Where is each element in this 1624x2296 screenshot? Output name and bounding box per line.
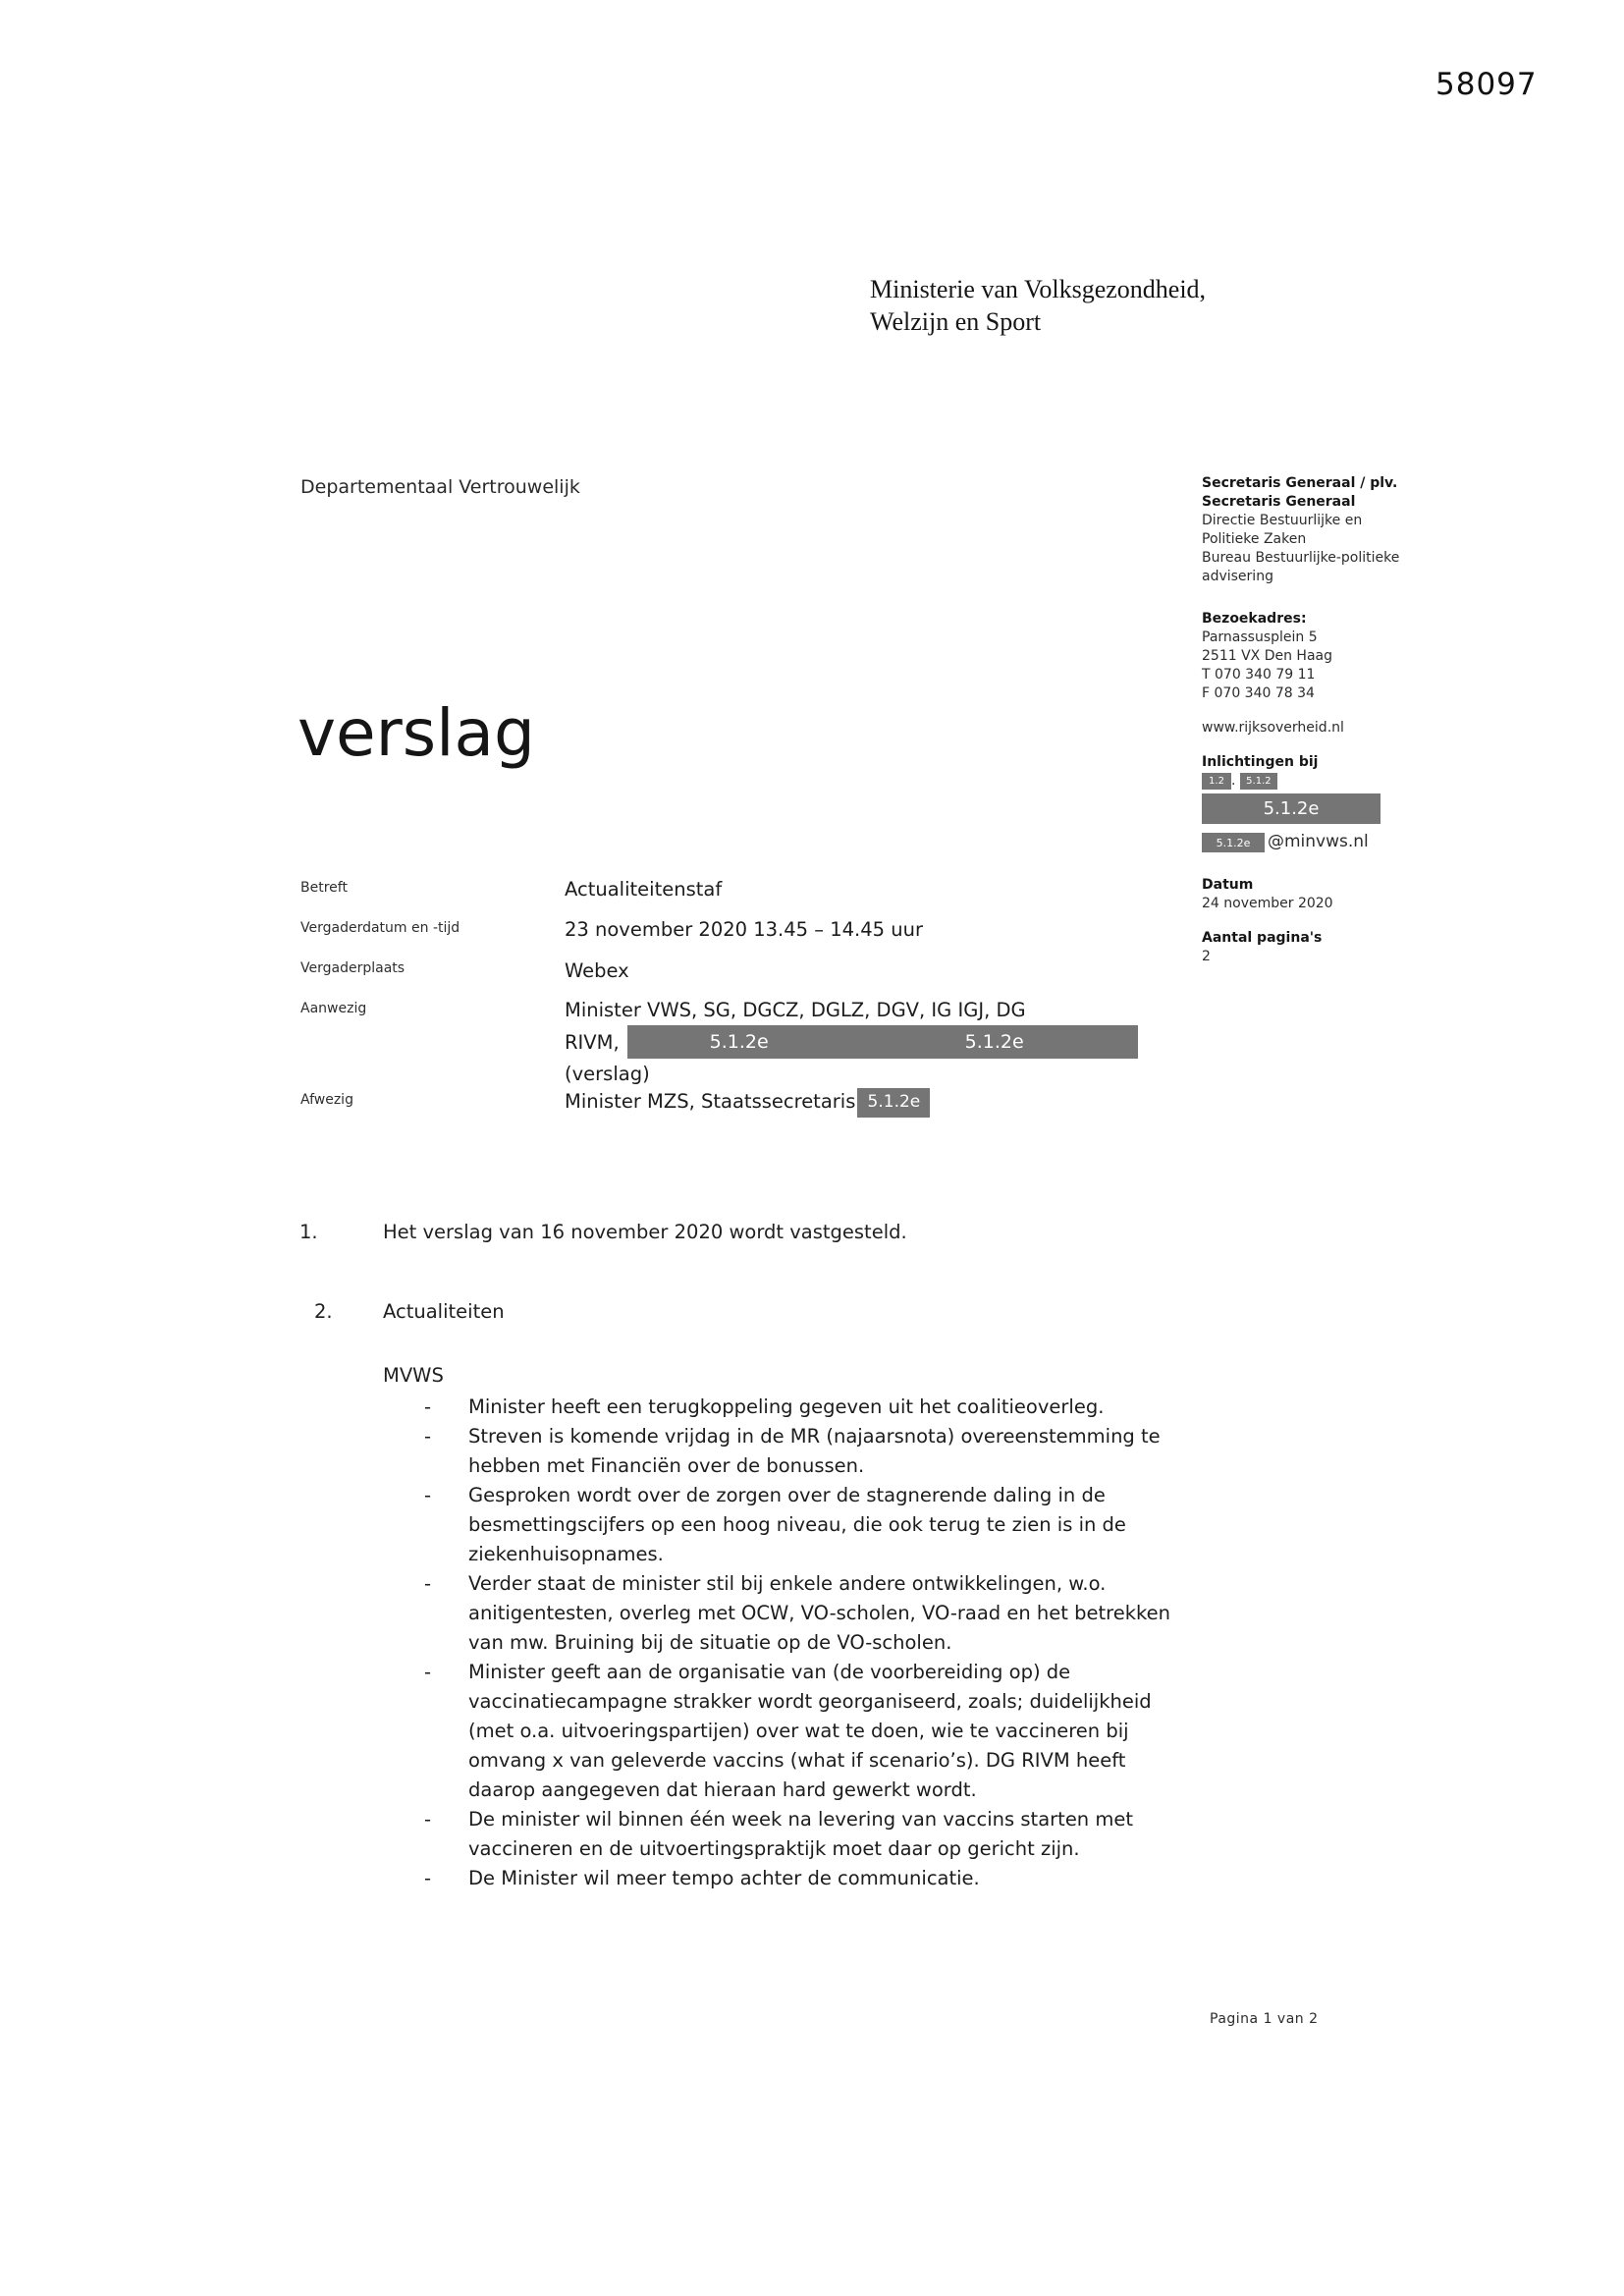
redaction-chip: 5.1.2e: [857, 1088, 930, 1118]
meta-value-afwezig: [565, 1086, 1203, 1118]
redaction-bar: 5.1.2e: [851, 1025, 1138, 1059]
sidebar-visit-address: [1202, 610, 1447, 703]
agenda-item-2-number: 2.: [314, 1300, 333, 1323]
meta-label-betreft: Betreft: [300, 880, 348, 896]
page-count-value: 2: [1202, 949, 1211, 964]
ministry-wordmark: [870, 273, 1206, 338]
page-title: verslag: [298, 695, 535, 771]
list-item: [424, 1422, 1180, 1481]
meta-value-betreft: Actualiteitenstaf: [565, 878, 723, 901]
ministry-line-1: Ministerie van Volksgezondheid,: [870, 275, 1207, 303]
phone-line: T 070 340 79 11: [1202, 667, 1316, 683]
bullet-marker: -: [424, 1661, 432, 1683]
contact-label: Inlichtingen bij: [1202, 754, 1319, 770]
sidebar-date: [1202, 876, 1447, 913]
bullet-text: Gesproken wordt over de zorgen over de stagnerende daling in de besmettingscijfers op een hoog niveau, die ook terug te zien is in de ziekenhuisopnames.: [468, 1484, 1126, 1565]
list-item: [424, 1393, 1180, 1422]
contact-name-redacted-line: [1202, 772, 1447, 791]
bullet-marker: -: [424, 1395, 432, 1418]
bullet-text: De Minister wil meer tempo achter de communicatie.: [468, 1867, 980, 1889]
list-item: [424, 1481, 1180, 1569]
org-unit-line: Directie Bestuurlijke en: [1202, 513, 1363, 528]
bullet-marker: -: [424, 1484, 432, 1506]
date-value: 24 november 2020: [1202, 896, 1333, 911]
list-item: [424, 1658, 1180, 1805]
redaction-bar: 5.1.2e: [1202, 793, 1380, 824]
meta-value-aanwezig: [565, 995, 1173, 1089]
page-footer: Pagina 1 van 2: [1210, 2011, 1319, 2027]
visit-address-line: Parnassusplein 5: [1202, 629, 1318, 645]
list-item: [424, 1805, 1180, 1864]
meta-label-aanwezig: Aanwezig: [300, 1001, 367, 1016]
bullet-marker: -: [424, 1425, 432, 1448]
visit-address-label: Bezoekadres:: [1202, 611, 1307, 627]
bullet-marker: -: [424, 1572, 432, 1595]
bullet-text: Minister geeft aan de organisatie van (de voorbereiding op) de vaccinatiecampagne strakker wordt georganiseerd, zoals; duidelijkheid (met o.a. uitvoeringspartijen) over wat te doen, wie te vaccineren bij omvang x van geleverde vaccins (what if scenario’s). DG RIVM heeft daarop aangegeven dat hieraan hard gewerkt wordt.: [468, 1661, 1152, 1801]
contact-email-line: [1202, 833, 1447, 852]
meta-label-vergaderplaats: Vergaderplaats: [300, 960, 406, 976]
list-item: [424, 1569, 1180, 1658]
bullet-text: Streven is komende vrijdag in de MR (najaarsnota) overeenstemming te hebben met Financiën over de bonussen.: [468, 1425, 1161, 1477]
website-link[interactable]: www.rijksoverheid.nl: [1202, 720, 1344, 736]
org-name-line: Secretaris Generaal: [1202, 494, 1356, 510]
bullet-text: Minister heeft een terugkoppeling gegeven uit het coalitieoverleg.: [468, 1395, 1105, 1418]
meta-label-afwezig: Afwezig: [300, 1092, 353, 1108]
org-name-line: Secretaris Generaal / plv.: [1202, 475, 1398, 491]
afwezig-text: Minister MZS, Staatssecretaris: [565, 1090, 856, 1113]
sidebar-contact: [1202, 753, 1447, 852]
bullet-text: De minister wil binnen één week na levering van vaccins starten met vaccineren en de uitvoertingspraktijk moet daar op gericht zijn.: [468, 1808, 1134, 1860]
org-unit-line: advisering: [1202, 569, 1273, 584]
bullet-marker: -: [424, 1867, 432, 1889]
date-label: Datum: [1202, 877, 1254, 893]
aanwezig-line-2: [565, 1025, 1173, 1059]
sidebar-organization: [1202, 474, 1447, 586]
ministry-line-2: Welzijn en Sport: [870, 307, 1042, 336]
sidebar: [1202, 474, 1447, 966]
agenda-item-2-text: Actualiteiten: [383, 1300, 505, 1323]
redaction-bar: 5.1.2e: [627, 1025, 851, 1059]
subheading-mvws: MVWS: [383, 1364, 444, 1387]
org-unit-line: Politieke Zaken: [1202, 531, 1307, 547]
fax-line: F 070 340 78 34: [1202, 685, 1315, 701]
sidebar-page-count: [1202, 929, 1447, 966]
classification-label: Departementaal Vertrouwelijk: [300, 476, 580, 498]
redaction-chip: 5.1.2e: [1202, 833, 1265, 852]
aanwezig-line-2-prefix: RIVM,: [565, 1030, 620, 1054]
aanwezig-line-1: Minister VWS, SG, DGCZ, DGLZ, DGV, IG IGJ, DG: [565, 999, 1026, 1021]
meta-label-vergaderdatum: Vergaderdatum en -tijd: [300, 920, 460, 936]
redaction-chip: 1.2: [1202, 773, 1231, 790]
chip-separator: .: [1231, 773, 1236, 789]
aanwezig-line-3: (verslag): [565, 1063, 650, 1085]
page-count-label: Aantal pagina's: [1202, 930, 1323, 946]
bullet-list: [424, 1393, 1180, 1893]
agenda-item-1-number: 1.: [299, 1221, 318, 1243]
bullet-text: Verder staat de minister stil bij enkele andere ontwikkelingen, w.o. anitigentesten, overleg met OCW, VO-scholen, VO-raad en het betrekken van mw. Bruining bij de situatie op de VO-scholen.: [468, 1572, 1170, 1654]
visit-address-line: 2511 VX Den Haag: [1202, 648, 1332, 664]
email-domain: @minvws.nl: [1268, 832, 1369, 851]
bullet-marker: -: [424, 1808, 432, 1831]
agenda-item-1-text: Het verslag van 16 november 2020 wordt vastgesteld.: [383, 1221, 907, 1243]
document-number: 58097: [1435, 67, 1538, 102]
list-item: [424, 1864, 1180, 1893]
org-unit-line: Bureau Bestuurlijke-politieke: [1202, 550, 1400, 566]
redaction-chip: 5.1.2: [1240, 773, 1277, 790]
meta-value-vergaderplaats: Webex: [565, 959, 629, 982]
meta-value-vergaderdatum: 23 november 2020 13.45 – 14.45 uur: [565, 918, 923, 941]
